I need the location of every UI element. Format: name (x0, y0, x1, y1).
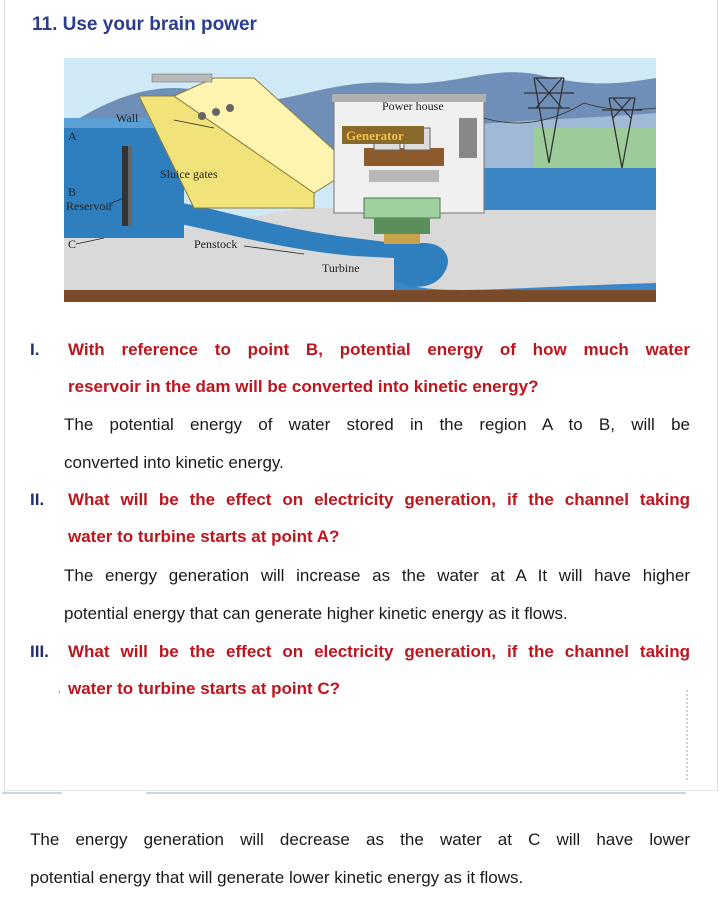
label-point-b: B (68, 185, 77, 199)
item-3-answer-line-2: potential energy that will generate lower kinetic energy as it flows. (30, 868, 524, 887)
item-2-answer-line-2: potential energy that can generate higher kinetic energy as it flows. (64, 604, 568, 623)
label-reservoir: Reservoir (66, 199, 113, 213)
margin-dots (686, 690, 692, 780)
item-3-answer-line-1: The energy generation will decrease as the water at C will have lower (30, 830, 690, 849)
item-1-question-line-2: reservoir in the dam will be converted into kinetic energy? (68, 377, 539, 396)
label-turbine: Turbine (322, 261, 360, 275)
item-3-numeral: III. (30, 642, 49, 661)
label-sluice-gates: Sluice gates (160, 167, 218, 181)
item-1-answer-line-2: converted into kinetic energy. (64, 453, 284, 472)
hydro-power-diagram (64, 58, 656, 302)
page-break-line-right (146, 792, 686, 794)
item-2-question-line-2: water to turbine starts at point A? (68, 527, 340, 546)
item-1-numeral: I. (30, 340, 40, 359)
item-3-question-line-1: What will be the effect on electricity generation, if the channel taking (68, 642, 690, 661)
label-generator: Generator (346, 128, 404, 143)
item-3-question-line-2: water to turbine starts at point C? (68, 679, 341, 698)
label-point-a: A (68, 129, 77, 143)
label-wall: Wall (116, 111, 139, 125)
pen-mark-icon: ‘ (58, 688, 61, 702)
item-2-question-line-1: What will be the effect on electricity generation, if the channel taking (68, 490, 690, 509)
section-heading: 11. Use your brain power (32, 14, 257, 35)
item-2-numeral: II. (30, 490, 45, 509)
item-1-question-line-1: With reference to point B, potential energy of how much water (68, 340, 690, 359)
label-point-c: C (68, 237, 77, 251)
page-break-line-left (2, 792, 62, 794)
item-1-answer-line-1: The potential energy of water stored in the region A to B, will be (64, 415, 690, 434)
label-power-house: Power house (382, 99, 444, 113)
label-penstock: Penstock (194, 237, 238, 251)
item-2-answer-line-1: The energy generation will increase as the water at A It will have higher (64, 566, 690, 585)
